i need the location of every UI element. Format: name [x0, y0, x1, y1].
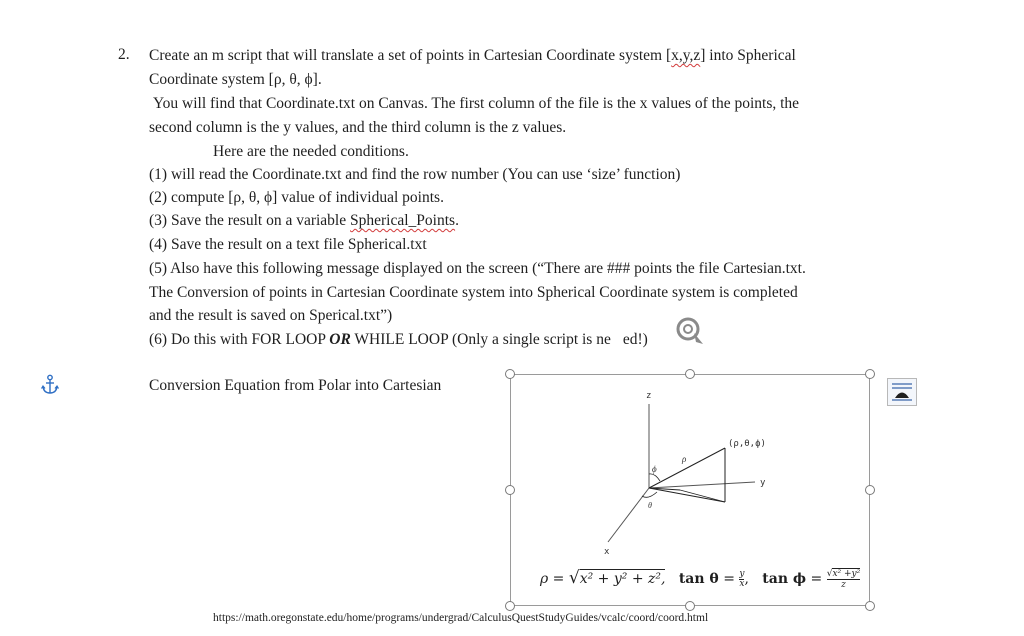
question-line-2: Coordinate system [ρ, θ, ϕ]. — [149, 71, 322, 88]
point-label: (ρ,θ,ϕ) — [728, 439, 766, 449]
spherical-coordinate-diagram — [520, 384, 860, 564]
resize-handle-top-left[interactable] — [505, 369, 515, 379]
condition-4: (4) Save the result on a text file Spherical.txt — [149, 236, 427, 253]
layout-options-icon — [888, 379, 916, 405]
resize-handle-bottom-right[interactable] — [865, 601, 875, 611]
resize-handle-top-right[interactable] — [865, 369, 875, 379]
phi-arc — [649, 474, 660, 481]
spell-flag-variable: Spherical_Points — [350, 212, 456, 229]
condition-3: (3) Save the result on a variable Spherical_Points. — [149, 212, 459, 229]
y-axis — [649, 482, 755, 488]
resize-handle-top-middle[interactable] — [685, 369, 695, 379]
layout-options-button[interactable] — [887, 378, 917, 406]
condition-5-line-3: and the result is saved on Sperical.txt”) — [149, 307, 393, 324]
condition-5-line-2: The Conversion of points in Cartesian Coordinate system into Spherical Coordinate system is completed — [149, 284, 798, 301]
drag-cursor-icon — [672, 313, 706, 347]
resize-handle-middle-right[interactable] — [865, 485, 875, 495]
resize-handle-bottom-left[interactable] — [505, 601, 515, 611]
condition-2: (2) compute [ρ, θ, ϕ] value of individual points. — [149, 189, 444, 206]
condition-1: (1) will read the Coordinate.txt and find the row number (You can use ‘size’ function) — [149, 166, 681, 183]
question-line-4: second column is the y values, and the third column is the z values. — [149, 119, 567, 136]
spell-flag-xyz: x,y,z — [671, 47, 701, 64]
rho-label: ρ — [682, 454, 687, 464]
source-url: https://math.oregonstate.edu/home/programs/undergrad/CalculusQuestStudyGuides/vcalc/coord/coord.html — [213, 612, 709, 624]
y-axis-label: y — [760, 478, 766, 488]
condition-6: (6) Do this with FOR LOOP OR WHILE LOOP (Only a single script is ne ed!) — [149, 331, 648, 348]
resize-handle-bottom-middle[interactable] — [685, 601, 695, 611]
question-line-3: You will find that Coordinate.txt on Canvas. The first column of the file is the x values of the points, the — [153, 95, 800, 112]
condition-5-line-1: (5) Also have this following message displayed on the screen (“There are ### points the file Cartesian.txt. — [149, 260, 806, 277]
resize-handle-middle-left[interactable] — [505, 485, 515, 495]
question-number: 2. — [118, 46, 130, 63]
z-axis-label: z — [646, 391, 652, 401]
phi-label: ϕ — [652, 464, 657, 474]
figure-caption: Conversion Equation from Polar into Cartesian — [149, 377, 442, 394]
question-line-1: Create an m script that will translate a set of points in Cartesian Coordinate system [x,y,z] into Spherical — [149, 47, 796, 64]
x-axis-label: x — [604, 547, 610, 557]
anchor-icon — [40, 374, 60, 396]
conversion-equations: ρ = √x² + y² + z², tan θ = $\frac{y}{x}$ , tan ϕ = $\frac{\text{√x² +y²}}{z}$ — [540, 568, 861, 590]
rho-vector — [649, 448, 725, 488]
theta-label: θ — [648, 501, 652, 510]
question-line-5: Here are the needed conditions. — [213, 143, 409, 160]
